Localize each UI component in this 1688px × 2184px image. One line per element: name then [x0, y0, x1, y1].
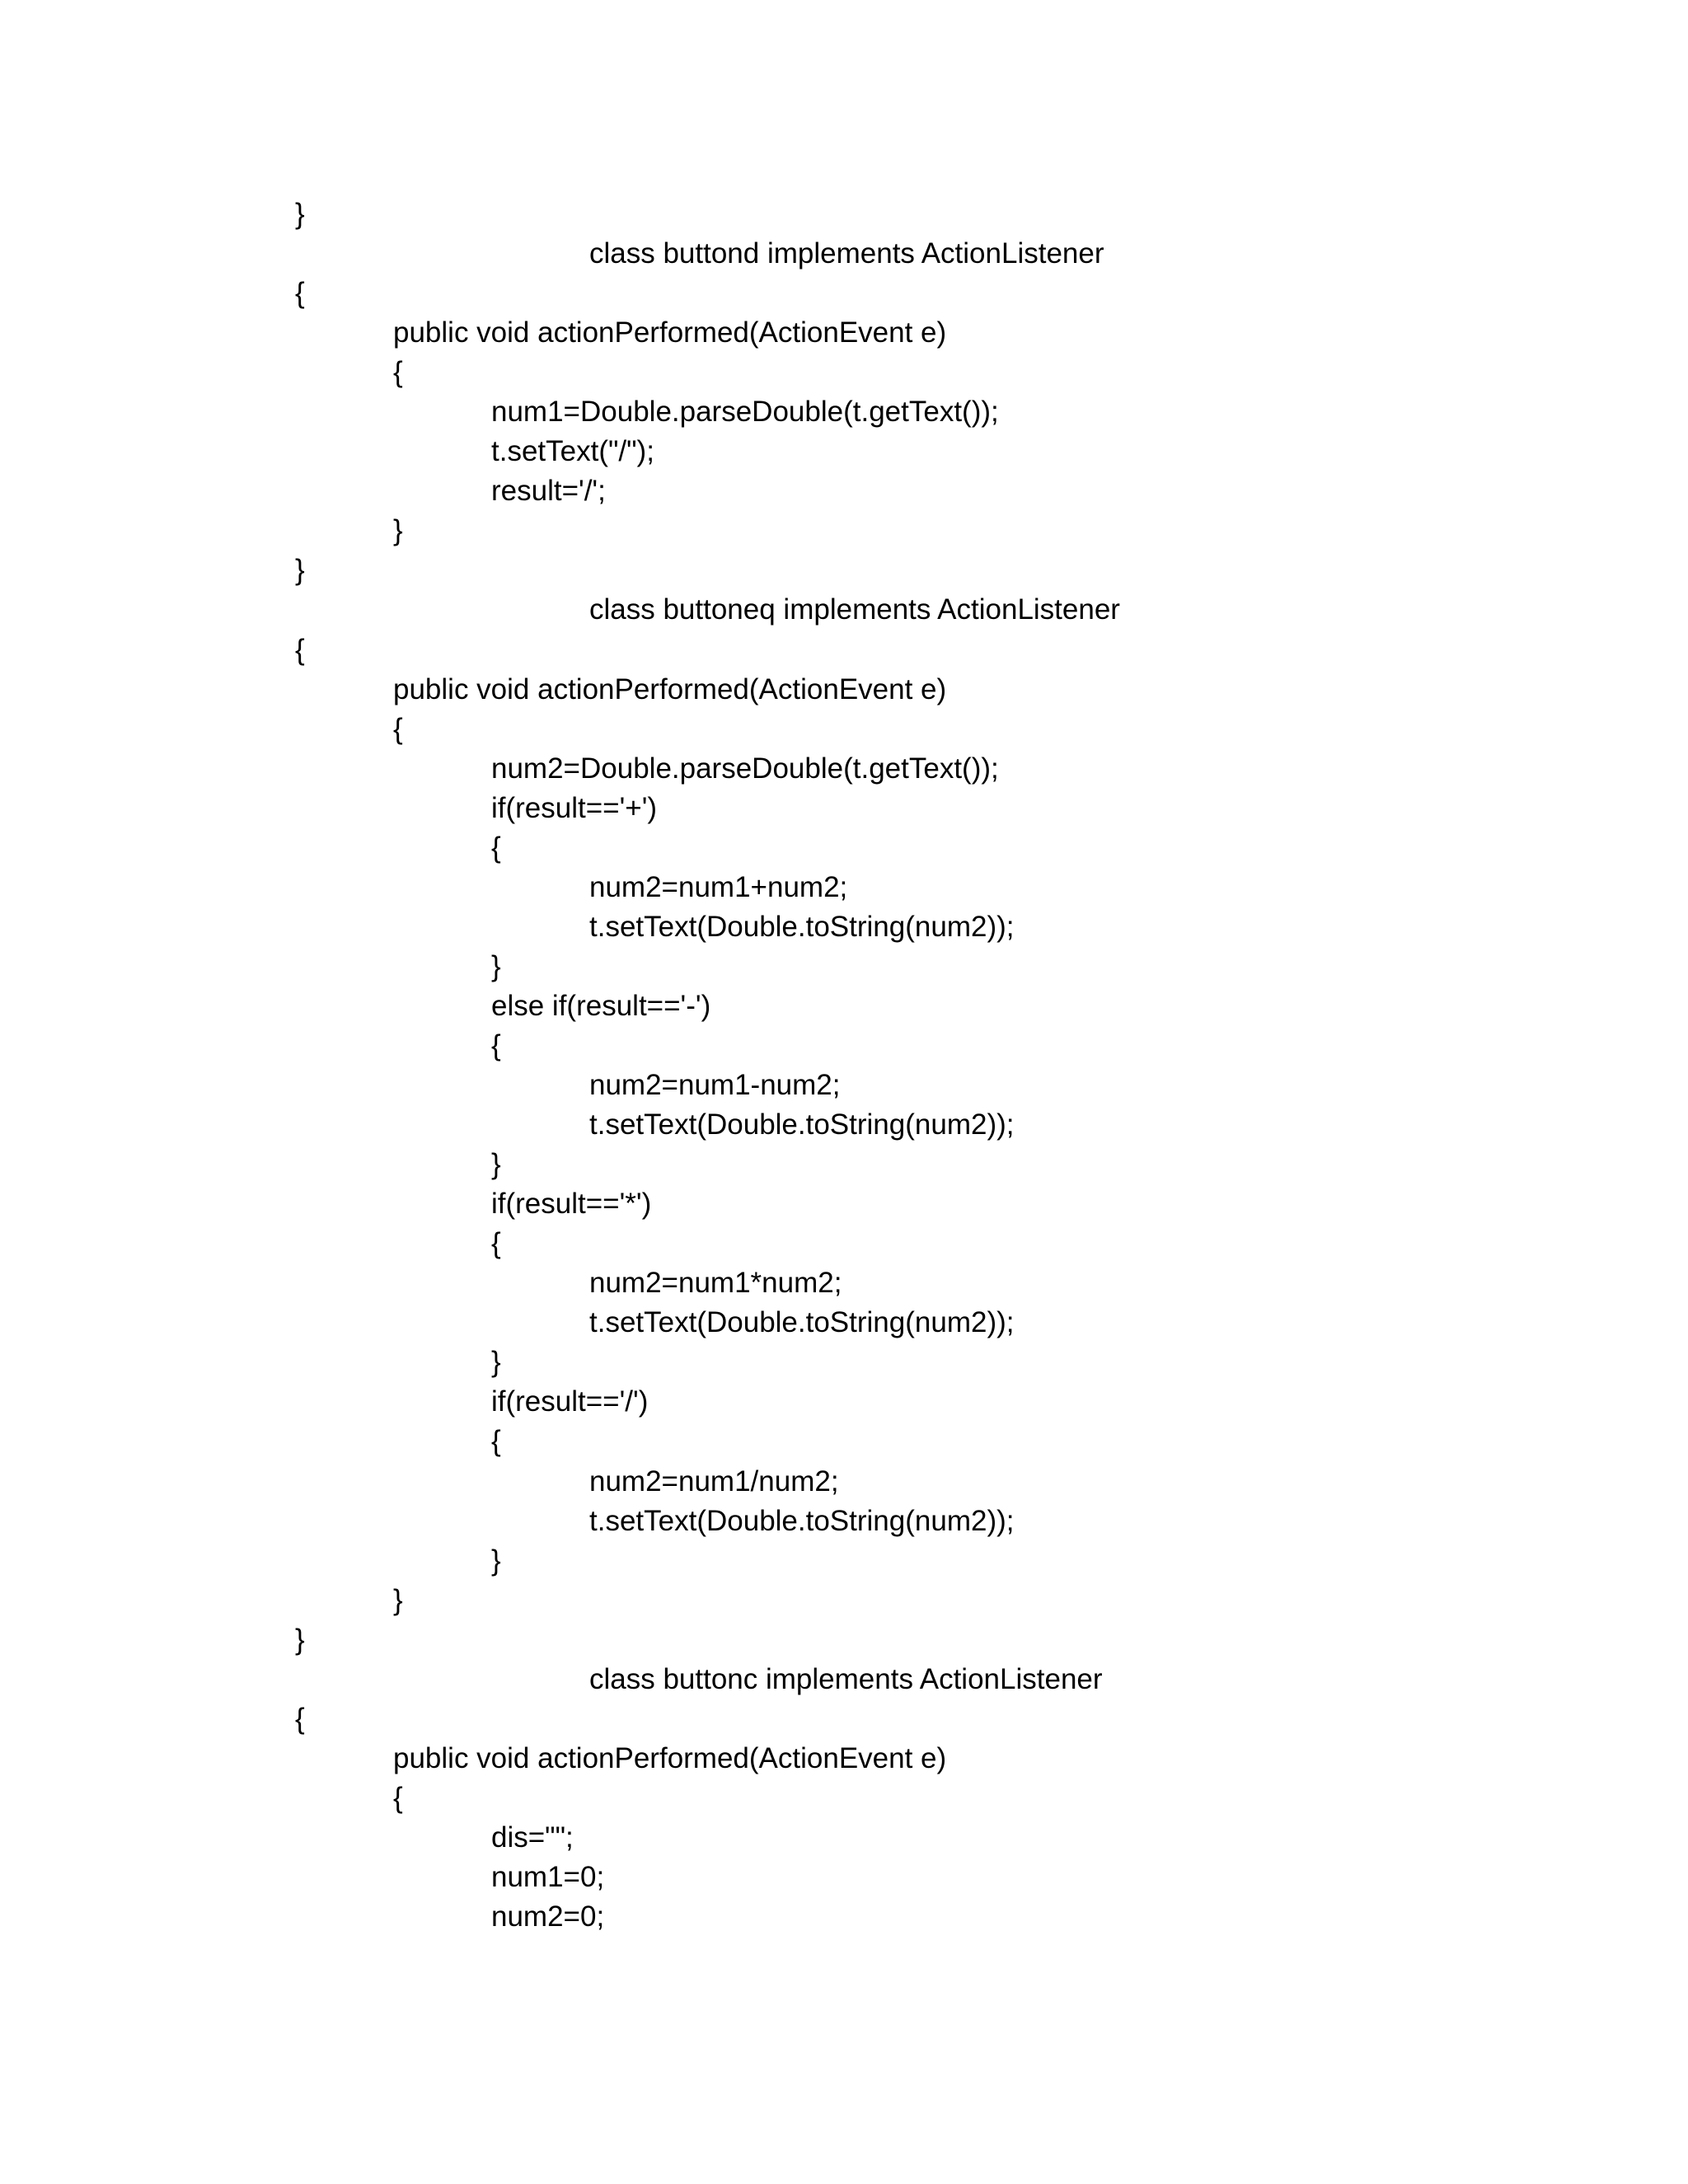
code-line: } [491, 1544, 501, 1577]
code-line: t.setText(Double.toString(num2)); [589, 1108, 1015, 1141]
code-line: } [491, 1346, 501, 1379]
code-line: { [295, 277, 305, 310]
code-line: t.setText(Double.toString(num2)); [589, 1504, 1015, 1537]
code-line: { [393, 1781, 403, 1814]
code-line: if(result=='/') [491, 1385, 649, 1418]
code-line: num2=num1-num2; [589, 1069, 841, 1102]
code-line: } [393, 514, 403, 547]
code-line: num2=Double.parseDouble(t.getText()); [491, 752, 999, 785]
code-line: } [491, 949, 501, 982]
code-line: class buttoneq implements ActionListener [589, 593, 1120, 626]
code-line: num1=Double.parseDouble(t.getText()); [491, 396, 999, 429]
code-line: public void actionPerformed(ActionEvent e) [393, 316, 947, 349]
code-line: num2=num1*num2; [589, 1267, 842, 1300]
code-line: if(result=='+') [491, 791, 658, 824]
code-line: { [491, 1227, 501, 1260]
code-line: { [295, 633, 305, 666]
code-listing [295, 194, 1531, 1937]
code-line: { [393, 712, 403, 745]
code-line: } [393, 1583, 403, 1616]
code-line: dis=""; [491, 1821, 574, 1854]
code-line: { [491, 1425, 501, 1458]
code-line: t.setText(Double.toString(num2)); [589, 910, 1015, 943]
code-line: num1=0; [491, 1860, 605, 1893]
code-line: public void actionPerformed(ActionEvent e) [393, 673, 947, 705]
code-line: } [295, 198, 305, 230]
code-line: t.setText(Double.toString(num2)); [589, 1306, 1015, 1339]
code-line: { [295, 1702, 305, 1735]
code-line: } [295, 554, 305, 587]
code-line: } [295, 1623, 305, 1656]
code-line: { [393, 356, 403, 389]
code-line: { [491, 831, 501, 864]
code-line: public void actionPerformed(ActionEvent e) [393, 1741, 947, 1774]
code-line: result='/'; [491, 475, 606, 508]
code-line: { [491, 1029, 501, 1062]
code-line: num2=num1/num2; [589, 1465, 839, 1497]
code-line: class buttonc implements ActionListener [589, 1662, 1103, 1695]
code-line: num2=0; [491, 1900, 605, 1933]
code-line: } [491, 1148, 501, 1181]
code-line: class buttond implements ActionListener [589, 237, 1104, 270]
code-line: num2=num1+num2; [589, 870, 848, 903]
code-line: if(result=='*') [491, 1188, 652, 1221]
code-line: t.setText("/"); [491, 435, 654, 468]
code-line: else if(result=='-') [491, 989, 711, 1022]
